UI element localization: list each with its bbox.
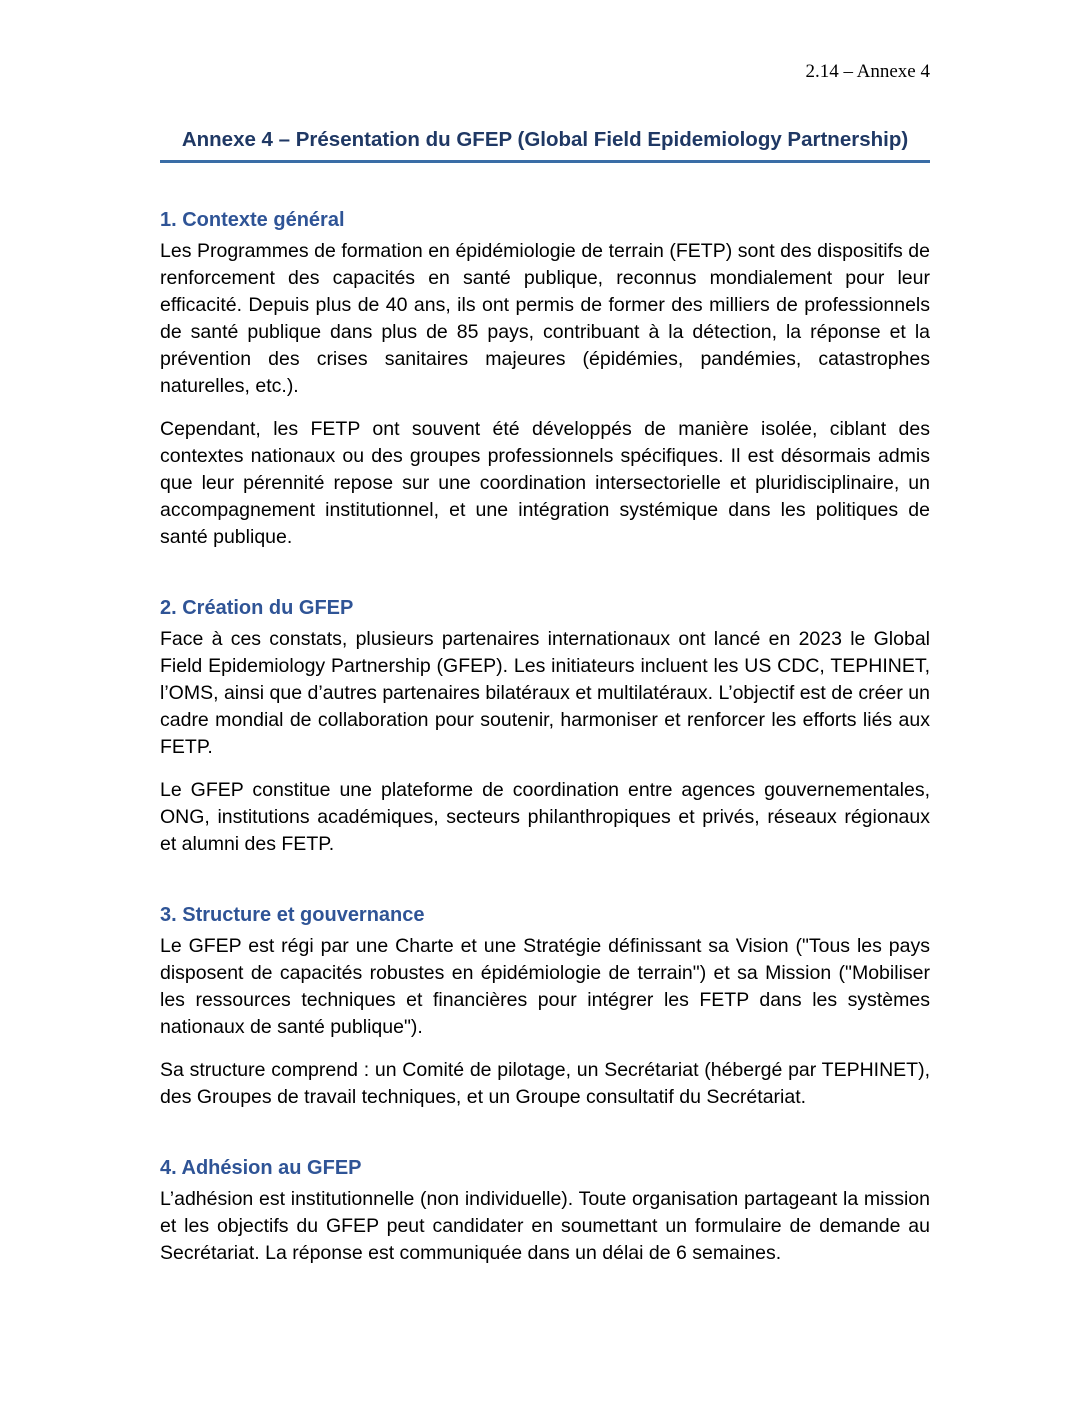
section-3-paragraph-2: Sa structure comprend : un Comité de pilotage, un Secrétariat (hébergé par TEPHINET), des Groupes de travail techniques, et un Groupe consultatif du Secrétariat. (160, 1059, 930, 1108)
section-contexte-general (160, 208, 930, 551)
section-structure-et-gouvernance (160, 903, 930, 1111)
section-4-paragraph-1: L’adhésion est institutionnelle (non individuelle). Toute organisation partageant la mission et les objectifs du GFEP peut candidater en soumettant un formulaire de demande au Secrétariat. La réponse est communiquée dans un délai de 6 semaines. (160, 1188, 930, 1264)
section-adhesion-au-gfep (160, 1156, 930, 1267)
section-3-heading: 3. Structure et gouvernance (160, 904, 425, 926)
section-2-paragraph-1: Face à ces constats, plusieurs partenaires internationaux ont lancé en 2023 le Global Field Epidemiology Partnership (GFEP). Les initiateurs incluent les US CDC, TEPHINET, l’OMS, ainsi que d’autres partenaires bilatéraux et multilatéraux. L’objectif est de créer un cadre mondial de collaboration pour soutenir, harmoniser et renforcer les efforts liés aux FETP. (160, 628, 930, 758)
section-4-heading: 4. Adhésion au GFEP (160, 1157, 362, 1179)
section-3-paragraph-1: Le GFEP est régi par une Charte et une Stratégie définissant sa Vision ("Tous les pays disposent de capacités robustes en épidémiologie de terrain") et sa Mission ("Mobiliser les ressources techniques et financières pour intégrer les FETP dans les systèmes nationaux de santé publique"). (160, 935, 930, 1038)
page-header-number: 2.14 – Annexe 4 (805, 61, 930, 82)
section-creation-du-gfep (160, 596, 930, 858)
section-1-paragraph-1: Les Programmes de formation en épidémiologie de terrain (FETP) sont des dispositifs de renforcement des capacités en santé publique, reconnus mondialement pour leur efficacité. Depuis plus de 40 ans, ils ont permis de former des milliers de professionnels de santé publique dans plus de 85 pays, contribuant à la détection, la réponse et la prévention des crises sanitaires majeures (épidémies, pandémies, catastrophes naturelles, etc.). (160, 240, 930, 397)
document-title: Annexe 4 – Présentation du GFEP (Global Field Epidemiology Partnership) (160, 128, 930, 163)
section-1-heading: 1. Contexte général (160, 209, 345, 231)
section-2-heading: 2. Création du GFEP (160, 597, 354, 619)
section-1-paragraph-2: Cependant, les FETP ont souvent été développés de manière isolée, ciblant des contextes nationaux ou des groupes professionnels spécifiques. Il est désormais admis que leur pérennité repose sur une coordination intersectorielle et pluridisciplinaire, un accompagnement institutionnel, et une intégration systémique dans les politiques de santé publique. (160, 418, 930, 548)
section-2-paragraph-2: Le GFEP constitue une plateforme de coordination entre agences gouvernementales, ONG, institutions académiques, secteurs philanthropiques et privés, réseaux régionaux et alumni des FETP. (160, 779, 930, 855)
